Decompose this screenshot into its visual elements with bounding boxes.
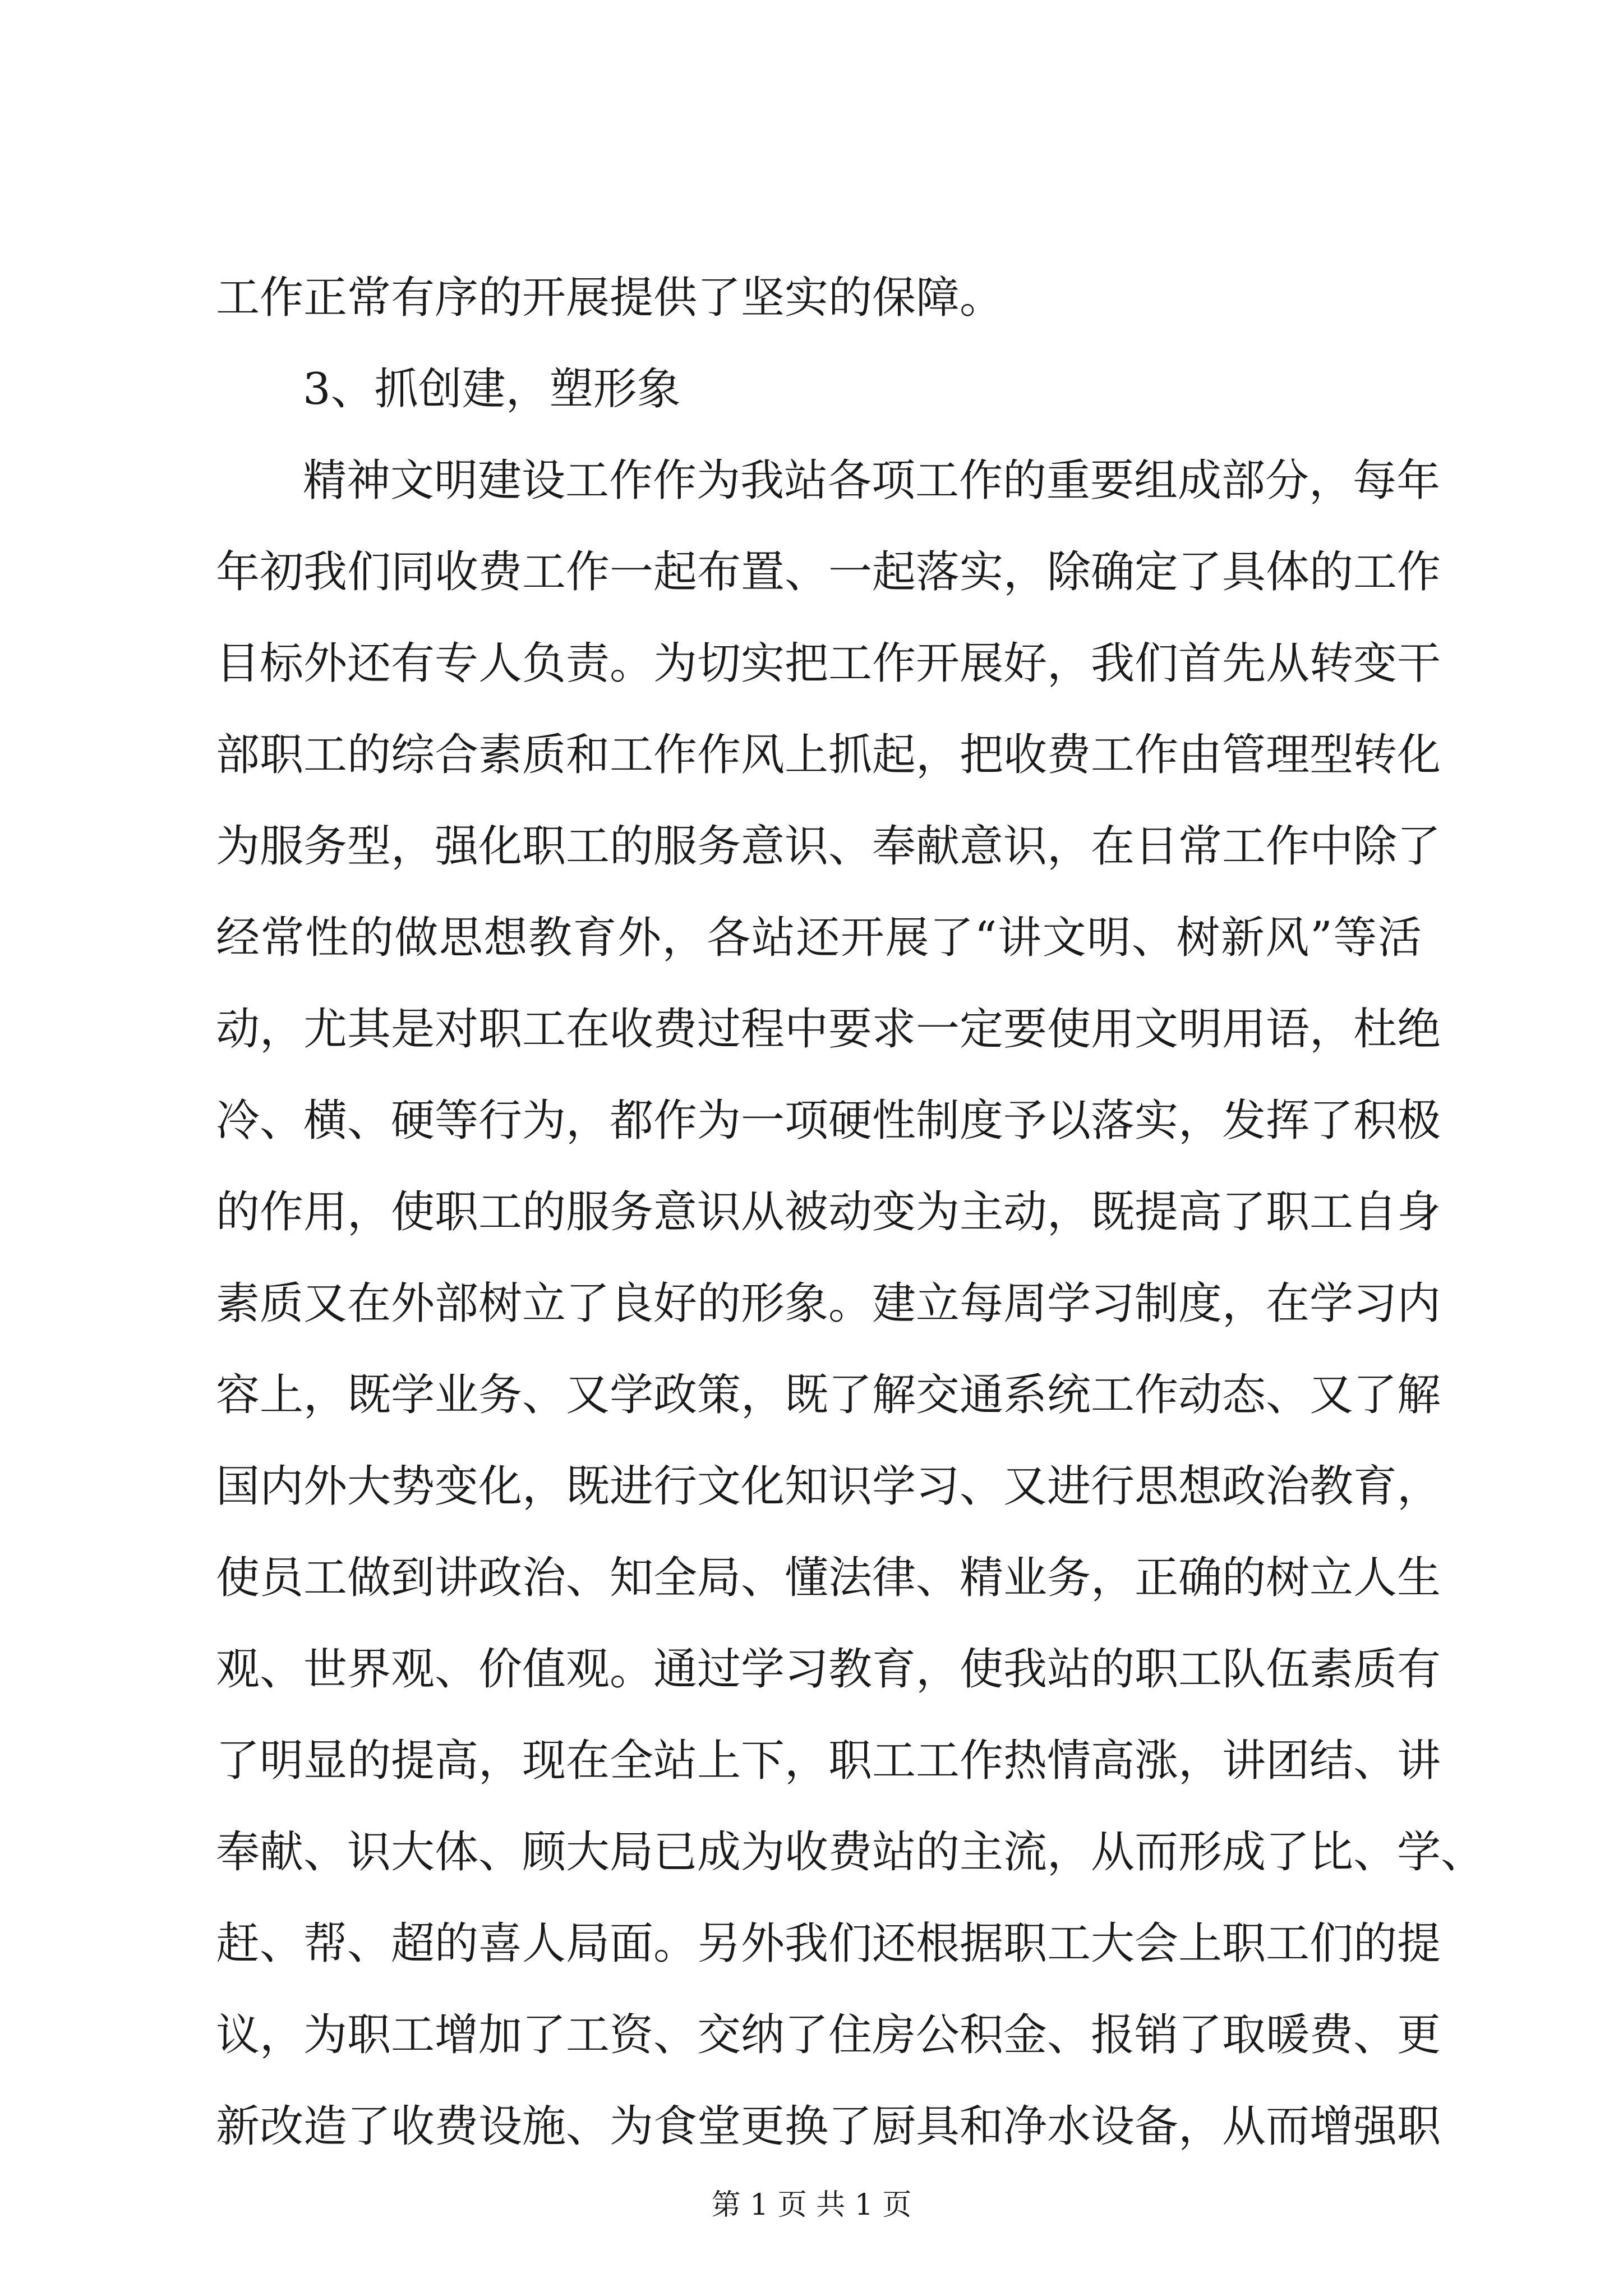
paragraph-line: 使员工做到讲政治、知全局、懂法律、精业务，正确的树立人生 xyxy=(216,1553,1441,1603)
section-heading: 3、抓创建，塑形象 xyxy=(303,364,681,415)
paragraph-line: 部职工的综合素质和工作作风上抓起，把收费工作由管理型转化 xyxy=(216,730,1441,780)
paragraph-line: 冷、横、硬等行为，都作为一项硬性制度予以落实，发挥了积极 xyxy=(216,1096,1441,1146)
paragraph-line: 奉献、识大体、顾大局已成为收费站的主流，从而形成了比、学、 xyxy=(216,1827,1485,1878)
paragraph-line: 议，为职工增加了工资、交纳了住房公积金、报销了取暖费、更 xyxy=(216,2010,1441,2060)
paragraph-line: 为服务型，强化职工的服务意识、奉献意识，在日常工作中除了 xyxy=(216,821,1441,872)
paragraph-line: 素质又在外部树立了良好的形象。建立每周学习制度，在学习内 xyxy=(216,1278,1441,1329)
paragraph-line: 容上，既学业务、又学政策，既了解交通系统工作动态、又了解 xyxy=(216,1370,1441,1420)
paragraph-line: 观、世界观、价值观。通过学习教育，使我站的职工队伍素质有 xyxy=(216,1644,1441,1695)
paragraph-line: 年初我们同收费工作一起布置、一起落实，除确定了具体的工作 xyxy=(216,547,1441,597)
paragraph-line: 了明显的提高，现在全站上下，职工工作热情高涨，讲团结、讲 xyxy=(216,1736,1441,1786)
paragraph-line: 目标外还有专人负责。为切实把工作开展好，我们首先从转变干 xyxy=(216,638,1441,689)
paragraph-line: 赶、帮、超的喜人局面。另外我们还根据职工大会上职工们的提 xyxy=(216,1918,1441,1969)
paragraph-line: 经常性的做思想教育外，各站还开展了“讲文明、树新风”等活 xyxy=(216,913,1422,963)
paragraph-line: 动，尤其是对职工在收费过程中要求一定要使用文明用语，杜绝 xyxy=(216,1004,1441,1055)
paragraph-line: 国内外大势变化，既进行文化知识学习、又进行思想政治教育， xyxy=(216,1461,1441,1512)
intro-line: 工作正常有序的开展提供了坚实的保障。 xyxy=(216,273,1004,323)
paragraph-line: 的作用，使职工的服务意识从被动变为主动，既提高了职工自身 xyxy=(216,1187,1441,1237)
page-number-footer: 第 1 页 共 1 页 xyxy=(711,2188,912,2222)
paragraph-line: 新改造了收费设施、为食堂更换了厨具和净水设备，从而增强职 xyxy=(216,2101,1441,2152)
paragraph-line: 精神文明建设工作作为我站各项工作的重要组成部分，每年 xyxy=(303,455,1441,506)
